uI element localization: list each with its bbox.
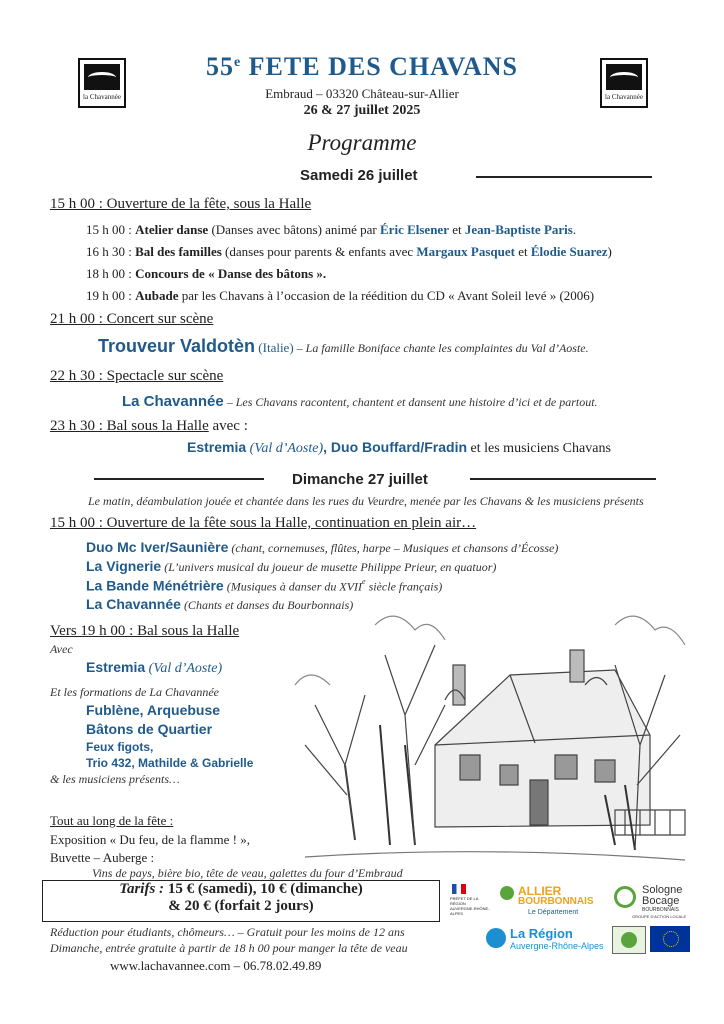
sunday-heading: Dimanche 27 juillet	[292, 471, 428, 488]
artist-line: La Vignerie (L’univers musical du joueur de musette Philippe Prieur, en quatuor)	[86, 558, 497, 574]
dates: 26 & 27 juillet 2025	[303, 103, 421, 118]
formation-item: Bâtons de Quartier	[86, 721, 213, 737]
eu-stars-icon	[663, 931, 679, 947]
page-title: 55e FETE DES CHAVANS	[205, 52, 519, 81]
allday-label: Tout au long de la fête :	[50, 813, 174, 828]
vins-note: Vins de pays, bière bio, tête de veau, galettes du four d’Embraud	[92, 866, 403, 880]
avec-label: Avec	[50, 642, 73, 656]
sologne-bocage-logo: Sologne Bocage BOURBONNAIS GROUPE D'ACTION LOCALE	[614, 884, 704, 924]
region-icon	[486, 928, 506, 948]
section-opening: 15 h 00 : Ouverture de la fête, sous la Halle	[50, 196, 312, 212]
chavannee-logo-right: la Chavannée	[600, 58, 648, 108]
chavannee-logo-left: la Chavannée	[78, 58, 126, 108]
reduction-note: Réduction pour étudiants, chômeurs… – Gratuit pour les moins de 12 ans	[50, 925, 405, 939]
schedule-row: 19 h 00 : Aubade par les Chavans à l’occasion de la réédition du CD « Avant Soleil levé » (2006)	[86, 288, 595, 303]
house-illustration	[285, 595, 695, 870]
separator	[476, 176, 652, 178]
sologne-leaf-icon	[614, 886, 636, 908]
concert-line: Trouveur Valdotèn (Italie) – La famille Boniface chante les complaintes du Val d’Aoste.	[98, 336, 589, 356]
section-sunday-opening: 15 h 00 : Ouverture de la fête sous la Halle, continuation en plein air…	[50, 515, 477, 531]
section-bal: 23 h 30 : Bal sous la Halle avec :	[50, 418, 248, 434]
prefet-logo: PRÉFET DE LA RÉGION AUVERGNE-RHÔNE-ALPES	[450, 884, 490, 916]
formation-item: Feux figots,	[86, 740, 154, 754]
dimanche-note: Dimanche, entrée gratuite à partir de 18 h 00 pour manger la tête de veau	[50, 941, 408, 955]
section-sunday-bal: Vers 19 h 00 : Bal sous la Halle	[50, 623, 240, 639]
schedule-row: 16 h 30 : Bal des familles (danses pour parents & enfants avec Margaux Pasquet et Élodie Suarez)	[86, 244, 612, 259]
allier-leaf-icon	[500, 886, 514, 900]
programme-heading: Programme	[307, 130, 417, 155]
buvette: Buvette – Auberge :	[50, 850, 155, 865]
exposition: Exposition « Du feu, de la flamme ! »,	[50, 832, 251, 847]
tarifs-box: Tarifs : 15 € (samedi), 10 € (dimanche) & 20 € (forfait 2 jours)	[42, 880, 440, 922]
artist-line: La Bande Ménétrière (Musiques à danser du XVIIe siècle français)	[86, 577, 443, 594]
leaf-icon	[621, 932, 637, 948]
separator	[94, 478, 264, 480]
bal-line: Estremia (Val d’Aoste), Duo Bouffard/Fradin et les musiciens Chavans	[187, 439, 611, 456]
schedule-row: 18 h 00 : Concours de « Danse des bâtons ».	[86, 266, 327, 281]
section-concert: 21 h 00 : Concert sur scène	[50, 311, 214, 327]
eu-flag-logo	[650, 926, 690, 952]
address: Embraud – 03320 Château-sur-Allier	[265, 86, 459, 101]
artist-line: Duo Mc Iver/Saunière (chant, cornemuses, flûtes, harpe – Musiques et chansons d’Écosse)	[86, 539, 559, 555]
section-spectacle: 22 h 30 : Spectacle sur scène	[50, 368, 224, 384]
contact-line: www.lachavannee.com – 06.78.02.49.89	[110, 958, 322, 973]
estremia-line: Estremia (Val d’Aoste)	[86, 659, 223, 676]
formations-label: Et les formations de La Chavannée	[50, 685, 219, 699]
saturday-heading: Samedi 26 juillet	[300, 167, 418, 184]
musicians-note: & les musiciens présents…	[50, 772, 180, 786]
morning-note: Le matin, déambulation jouée et chantée dans les rues du Veurdre, menée par les Chavans & les musiciens présents	[88, 494, 644, 508]
schedule-row: 15 h 00 : Atelier danse (Danses avec bâtons) animé par Éric Elsener et Jean-Baptiste Paris.	[86, 222, 577, 237]
spectacle-line: La Chavannée – Les Chavans racontent, chantent et dansent une histoire d’ici et de partout.	[122, 393, 598, 410]
artist-line: La Chavannée (Chants et danses du Bourbonnais)	[86, 596, 354, 612]
formation-item: Fublène, Arquebuse	[86, 702, 221, 718]
flag-icon	[452, 884, 466, 894]
formation-item: Trio 432, Mathilde & Gabrielle	[86, 756, 254, 770]
region-logo: La Région Auvergne-Rhône-Alpes	[486, 926, 614, 954]
leader-logo	[612, 926, 646, 954]
separator	[470, 478, 656, 480]
